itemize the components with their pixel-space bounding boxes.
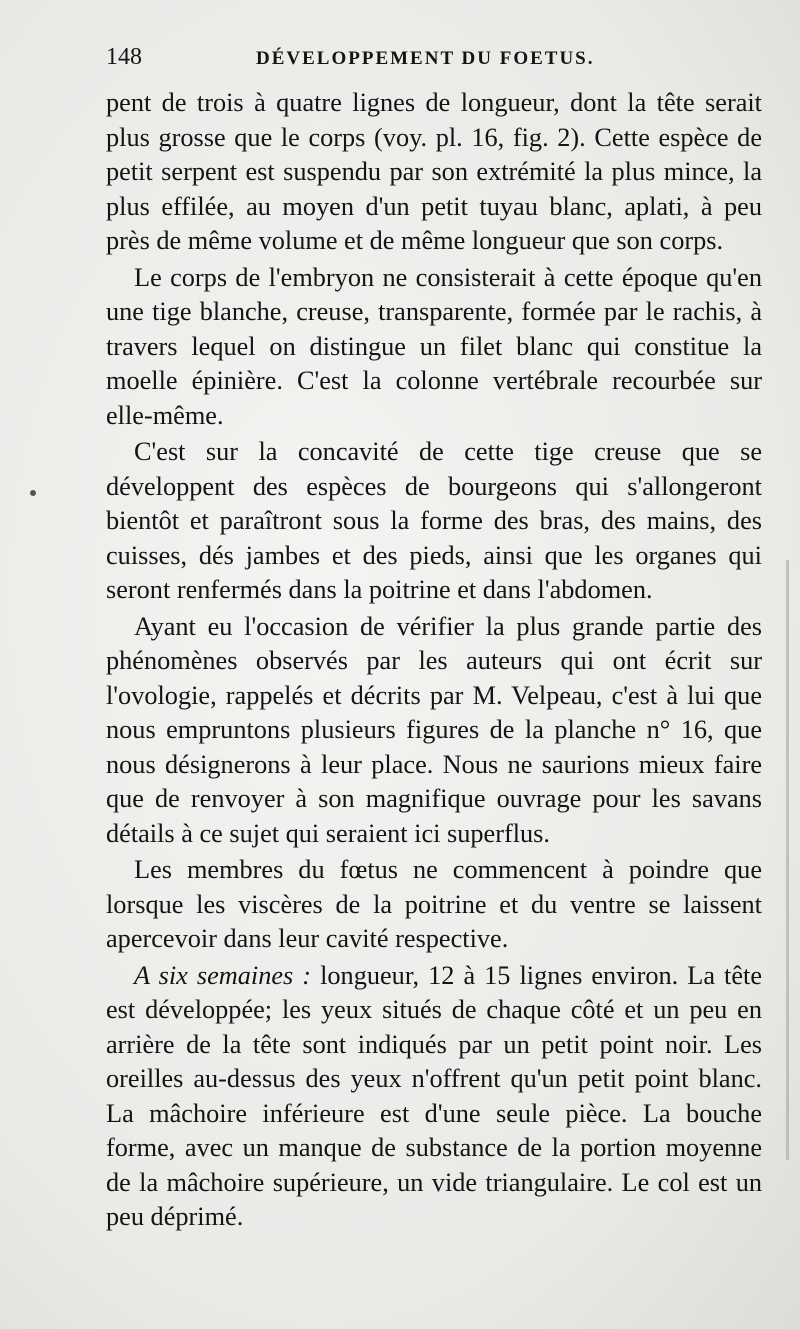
running-head [106,44,762,84]
paragraph-6-text: longueur, 12 à 15 lignes environ. La tête est développée; les yeux situés de chaque côté et un peu en arrière de la tête sont indiqués par un petit point noir. Les oreilles au-dessus des yeux n'offrent qu'un petit point blanc. La mâchoire inférieure est d'une seule pièce. La bouche forme, avec un manque de substance de la portion moyenne de la mâchoire supérieure, un vide triangulaire. Le col est un peu déprimé. [106,960,762,1231]
paragraph-4: Ayant eu l'occasion de vérifier la plus grande partie des phénomènes observés par les auteurs qui ont écrit sur l'ovologie, rappelés et décrits par M. Velpeau, c'est à lui que nous empruntons plusieurs figures de la planche n° 16, que nous désignerons à leur place. Nous ne saurions mieux faire que de renvoyer à son magnifique ouvrage pour les savans détails à ce sujet qui seraient ici superflus. [106,611,762,848]
paragraph-2: Le corps de l'embryon ne consisterait à cette époque qu'en une tige blanche, creuse, transparente, formée par le rachis, à travers lequel on distingue un filet blanc qui constitue la moelle épinière. C'est la colonne vertébrale recourbée sur elle-même. [106,262,762,430]
paragraph-3: C'est sur la concavité de cette tige creuse que se développent des espèces de bourgeons qui s'allongeront bientôt et paraîtront sous la forme des bras, des mains, des cuisses, dés jambes et des pieds, ainsi que les organes qui seront renfermés dans la poitrine et dans l'abdomen. [106,437,762,604]
chapter-title: DÉVELOPPEMENT DU FOETUS. [256,48,595,69]
paragraph-1: pent de trois à quatre lignes de longueur, dont la tête serait plus grosse que le corps (voy. pl. 16, fig. 2). Cette espèce de petit serpent est suspendu par son extrémité la plus mince, la plus effilée, au moyen d'un petit tuyau blanc, aplati, à peu près de même volume et de même longueur que son corps. [106,88,762,255]
paragraph-6 [106,959,762,1235]
body-text [106,86,762,1235]
ink-speck [30,490,36,496]
paragraph-5: Les membres du fœtus ne commencent à poindre que lorsque les viscères de la poitrine et du ventre se laissent apercevoir dans leur cavité respective. [106,855,762,953]
page-edge-shadow [786,560,789,1160]
page-number: 148 [106,44,142,70]
section-lead: A six semaines : [134,960,312,990]
